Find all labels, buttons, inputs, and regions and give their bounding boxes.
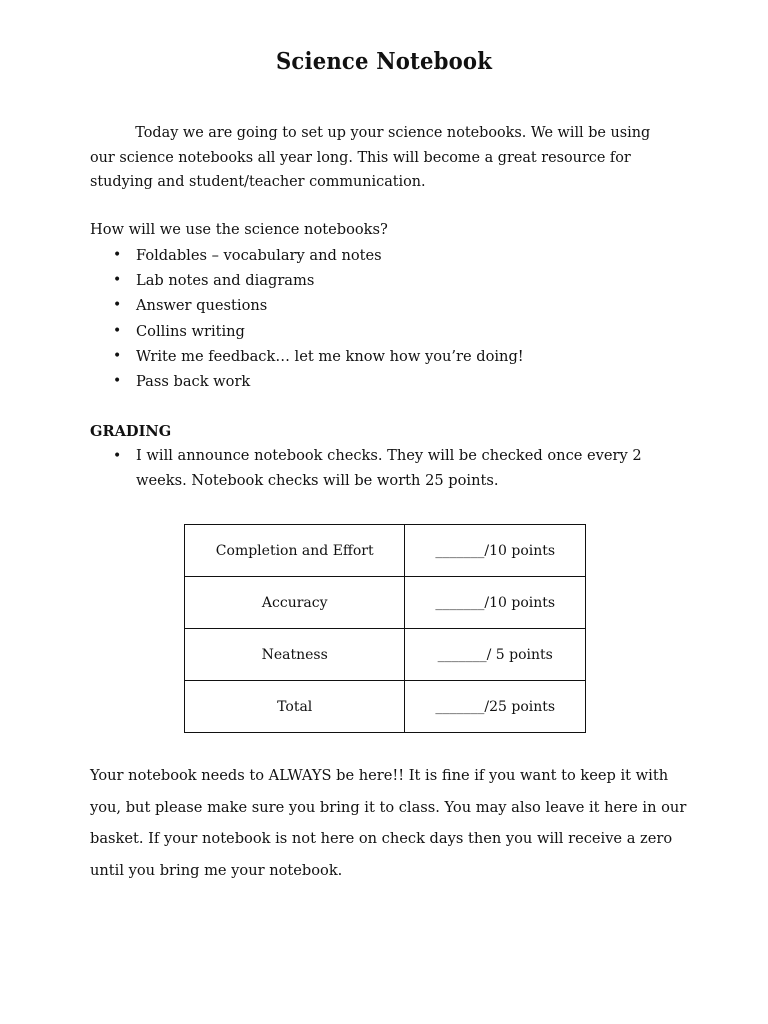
list-item-text: I will announce notebook checks. They will be checked once every 2 weeks. Notebook checks will be worth 25 points. xyxy=(136,447,642,489)
bullet-icon: • xyxy=(113,247,122,263)
score-table xyxy=(184,524,586,733)
bullet-icon: • xyxy=(113,347,122,364)
list-item xyxy=(90,369,524,394)
bullet-icon: • xyxy=(113,322,122,339)
row-label: Total xyxy=(185,681,405,733)
intro-paragraph: Today we are going to set up your science notebooks. We will be using our science notebooks all year long. This will become a great resource for studying and student/teacher communication. xyxy=(90,124,651,190)
list-item xyxy=(90,268,524,293)
row-points: _______/25 points xyxy=(405,681,586,733)
bullet-icon: • xyxy=(113,272,122,289)
bullet-icon: • xyxy=(113,373,122,390)
list-item-text: Pass back work xyxy=(136,373,251,391)
grading-heading: GRADING xyxy=(90,423,172,440)
list-item xyxy=(90,319,524,344)
table-row xyxy=(185,681,586,733)
bullet-icon: • xyxy=(113,448,122,464)
uses-list xyxy=(90,243,524,394)
table-row xyxy=(185,577,586,629)
row-label: Neatness xyxy=(185,629,405,681)
list-item xyxy=(90,243,524,268)
row-points: _______/10 points xyxy=(405,577,586,629)
closing-paragraph: Your notebook needs to ALWAYS be here!! It is fine if you want to keep it with you, but please make sure you bring it to class. You may also leave it here in our basket. If your notebook is not here on check days then you will receive a zero until you bring me your notebook. xyxy=(90,767,687,879)
list-item-text: Foldables – vocabulary and notes xyxy=(136,247,382,264)
list-item xyxy=(90,344,524,369)
uses-question: How will we use the science notebooks? xyxy=(90,221,388,238)
grading-list xyxy=(90,444,660,493)
list-item xyxy=(90,293,524,318)
list-item-text: Write me feedback… let me know how you’re doing! xyxy=(136,347,524,365)
row-label: Completion and Effort xyxy=(185,525,405,577)
row-points: _______/ 5 points xyxy=(405,629,586,681)
list-item xyxy=(90,444,660,493)
page-title: Science Notebook xyxy=(275,48,493,75)
table-row xyxy=(185,629,586,681)
bullet-icon: • xyxy=(113,297,122,314)
table-row xyxy=(185,525,586,577)
list-item-text: Collins writing xyxy=(136,322,245,340)
list-item-text: Answer questions xyxy=(136,297,268,315)
row-points: _______/10 points xyxy=(405,525,586,577)
list-item-text: Lab notes and diagrams xyxy=(136,272,315,290)
row-label: Accuracy xyxy=(185,577,405,629)
